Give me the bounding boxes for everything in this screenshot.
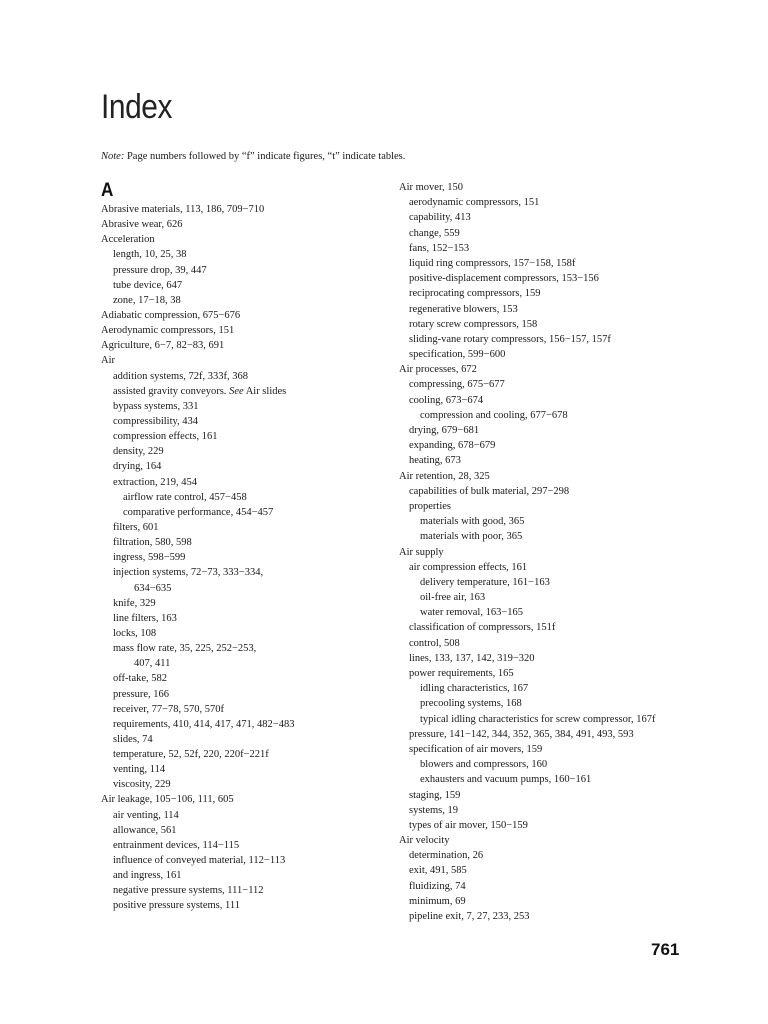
index-subentry [399,909,699,924]
entry-text: influence of conveyed material, 112−113 [113,855,286,867]
entry-text: fans, 152−153 [409,242,470,254]
entry-text: materials with poor, 365 [420,531,523,543]
entry-text: idling characteristics, 167 [420,683,529,695]
entry-text: blowers and compressors, 160 [420,759,548,771]
entry-text: power requirements, 165 [409,668,514,679]
entry-text: air venting, 114 [113,809,179,821]
index-subentry [101,293,391,308]
index-entry [101,338,391,353]
index-subentry [399,499,699,514]
note-text: Page numbers followed by “f” indicate figures, “t” indicate tables. [124,151,406,162]
entry-text: line filters, 163 [113,612,177,624]
entry-text: extraction, 219, 454 [113,476,197,488]
index-subentry [399,271,699,286]
entry-text: exhausters and vacuum pumps, 160−161 [420,774,592,786]
index-subentry [399,210,699,225]
index-subentry [101,263,391,278]
index-entry [101,323,391,338]
entry-text: bypass systems, 331 [113,400,199,412]
index-subentry [101,611,391,626]
index-entry-continuation [101,581,391,596]
index-subentry [101,883,391,898]
entry-text: comparative performance, 454−457 [123,506,274,518]
index-subentry [399,636,699,651]
index-subentry [399,666,699,681]
entry-text: compressibility, 434 [113,415,199,427]
index-subentry [101,475,391,490]
entry-text: types of air mover, 150−159 [409,819,528,831]
entry-text: capability, 413 [409,212,471,224]
entry-text: control, 508 [409,637,460,649]
index-subentry [101,853,391,868]
entry-text: determination, 26 [409,850,484,862]
entry-text: exit, 491, 585 [409,865,467,877]
index-subentry [101,399,391,414]
index-subentry [399,696,699,711]
entry-text: slides, 74 [113,733,153,745]
entry-text: Adiabatic compression, 675−676 [101,309,241,321]
index-subentry [101,414,391,429]
entry-text: Air velocity [399,835,450,847]
entry-text: length, 10, 25, 38 [113,249,187,261]
index-subentry [399,529,699,544]
entry-text: Air supply [399,546,444,558]
entry-text: Aerodynamic compressors, 151 [101,325,235,337]
index-subentry [399,742,699,757]
entry-text: Air retention, 28, 325 [399,470,490,482]
index-subentry [399,620,699,635]
entry-text: classification of compressors, 151f [409,622,556,634]
entry-text: 407, 411 [134,658,171,670]
entry-text: venting, 114 [113,764,166,776]
index-subentry [399,818,699,833]
see-reference-label: See [229,385,244,397]
index-subentry [399,590,699,605]
index-entry [101,308,391,323]
entry-text: Abrasive wear, 626 [101,219,183,231]
entry-text: pipeline exit, 7, 27, 233, 253 [409,911,530,922]
entry-text: materials with good, 365 [420,516,525,528]
entry-text: compression and cooling, 677−678 [420,409,568,421]
index-subentry [399,681,699,696]
index-subentry [101,278,391,293]
index-subentry [399,453,699,468]
index-subentry [399,712,699,727]
index-subentry [399,332,699,347]
page-number: 761 [651,940,680,959]
entry-text: positive-displacement compressors, 153−156 [409,273,599,285]
see-reference-target: Air slides [245,385,287,397]
entry-text: Air [101,355,115,367]
index-subentry [399,484,699,499]
entry-text: ingress, 598−599 [113,552,186,564]
index-subentry [399,241,699,256]
index-subentry [399,605,699,620]
entry-text: aerodynamic compressors, 151 [409,197,540,209]
index-subentry [101,671,391,686]
index-entry [101,217,391,232]
index-subentry [399,377,699,392]
entry-text: precooling systems, 168 [420,698,522,710]
entry-text: air compression effects, 161 [409,561,528,573]
entry-text: minimum, 69 [409,895,466,907]
index-entry [399,545,699,560]
entry-text: drying, 679−681 [409,425,480,436]
index-subentry [101,596,391,611]
index-subentry [101,490,391,505]
note-label: Note: [101,151,125,162]
index-subentry [101,702,391,717]
entry-text: oil-free air, 163 [420,592,486,604]
entry-text: airflow rate control, 457−458 [123,491,247,503]
entry-text: filters, 601 [113,521,159,533]
index-subentry [399,438,699,453]
entry-text: receiver, 77−78, 570, 570f [113,703,225,715]
entry-text: sliding-vane rotary compressors, 156−157, 157f [409,333,611,345]
entry-text: locks, 108 [113,627,157,639]
entry-text: properties [409,500,451,512]
entry-text: delivery temperature, 161−163 [420,576,550,588]
index-subentry [101,687,391,702]
entry-text: requirements, 410, 414, 417, 471, 482−483 [113,718,295,730]
entry-text: Air processes, 672 [399,364,477,376]
index-entry-continuation [101,656,391,671]
index-subentry [399,302,699,317]
entry-text: compression effects, 161 [113,431,218,443]
index-entry [101,792,391,807]
index-subentry [101,838,391,853]
entry-text: drying, 164 [113,461,162,473]
entry-text: positive pressure systems, 111 [113,900,240,912]
entry-text: systems, 19 [409,804,459,816]
entry-text: change, 559 [409,227,460,239]
index-subentry [399,575,699,590]
index-entry [101,353,391,368]
index-subentry [399,514,699,529]
entry-text: entrainment devices, 114−115 [113,839,240,851]
entry-text: typical idling characteristics for screw compressor, 167f [420,713,656,725]
entry-text: Agriculture, 6−7, 82−83, 691 [101,340,225,352]
entry-text: cooling, 673−674 [409,394,484,406]
index-subentry [399,879,699,894]
entry-text: lines, 133, 137, 142, 319−320 [409,652,535,664]
entry-text: Acceleration [101,234,155,246]
entry-text: viscosity, 229 [113,779,171,791]
entry-text: reciprocating compressors, 159 [409,288,541,300]
index-subentry [399,256,699,271]
index-entry [101,202,391,217]
index-subentry [399,393,699,408]
page-title: Index [101,88,173,126]
entry-text: addition systems, 72f, 333f, 368 [113,370,249,382]
index-subentry [399,651,699,666]
entry-text: Air mover, 150 [399,182,464,193]
index-subentry [101,429,391,444]
entry-text: fluidizing, 74 [409,880,466,892]
index-subentry [101,762,391,777]
index-subentry [101,550,391,565]
index-subentry [101,369,391,384]
index-entry [399,469,699,484]
index-subentry [101,777,391,792]
index-subentry [399,757,699,772]
index-subentry [101,247,391,262]
entry-text: knife, 329 [113,597,156,609]
entry-text: temperature, 52, 52f, 220, 220f−221f [113,749,269,761]
index-subentry [101,444,391,459]
entry-text: allowance, 561 [113,824,177,836]
index-subentry [399,727,699,742]
entry-text: expanding, 678−679 [409,440,496,452]
index-subentry [101,808,391,823]
index-subentry [399,195,699,210]
entry-text: compressing, 675−677 [409,379,505,391]
entry-text: injection systems, 72−73, 333−334, [113,567,264,579]
index-subentry [101,384,391,399]
index-subentry [399,560,699,575]
entry-text: heating, 673 [409,455,461,467]
entry-text: density, 229 [113,446,164,458]
entry-text: zone, 17−18, 38 [113,294,181,306]
index-entry [399,362,699,377]
entry-text: pressure, 166 [113,688,169,700]
index-subentry [399,772,699,787]
entry-text: mass flow rate, 35, 225, 252−253, [113,643,257,655]
entry-text: regenerative blowers, 153 [409,303,518,315]
index-subentry [399,347,699,362]
index-subentry [101,505,391,520]
index-subentry [399,863,699,878]
index-column-left [101,180,391,914]
index-subentry [399,226,699,241]
index-subentry [101,823,391,838]
entry-text: pressure, 141−142, 344, 352, 365, 384, 491, 493, 593 [409,728,634,740]
index-note [101,150,405,164]
index-subentry [399,423,699,438]
entry-text: capabilities of bulk material, 297−298 [409,485,570,497]
entry-text: rotary screw compressors, 158 [409,318,538,330]
index-subentry [399,848,699,863]
entry-text: staging, 159 [409,789,461,801]
entry-text: specification of air movers, 159 [409,743,543,755]
index-subentry [101,898,391,913]
entry-text: off-take, 582 [113,673,168,685]
index-column-right [399,180,699,924]
index-subentry [399,408,699,423]
entry-text: assisted gravity conveyors. [113,385,227,397]
entry-text: water removal, 163−165 [420,607,524,619]
entry-text: filtration, 580, 598 [113,537,192,549]
index-subentry [101,535,391,550]
index-entry [399,833,699,848]
index-subentry [101,732,391,747]
index-subentry [399,286,699,301]
index-subentry [399,894,699,909]
entry-text: Abrasive materials, 113, 186, 709−710 [101,204,265,215]
index-subentry [101,717,391,732]
entry-text: Air leakage, 105−106, 111, 605 [101,794,234,806]
index-subentry [101,565,391,580]
entry-text: negative pressure systems, 111−112 [113,885,264,897]
section-letter: A [101,180,114,201]
index-subentry [399,788,699,803]
entry-text: pressure drop, 39, 447 [113,264,207,276]
entry-text: specification, 599−600 [409,349,506,361]
index-subentry [101,459,391,474]
index-subentry [101,747,391,762]
index-subentry [101,520,391,535]
index-entry [399,180,699,195]
entry-text: and ingress, 161 [113,870,182,882]
entry-text: liquid ring compressors, 157−158, 158f [409,257,576,269]
index-subentry [101,868,391,883]
index-subentry [101,626,391,641]
entry-text: tube device, 647 [113,279,183,291]
index-subentry [399,317,699,332]
index-entry [101,232,391,247]
index-subentry [101,641,391,656]
entry-text: 634−635 [134,582,172,594]
index-subentry [399,803,699,818]
